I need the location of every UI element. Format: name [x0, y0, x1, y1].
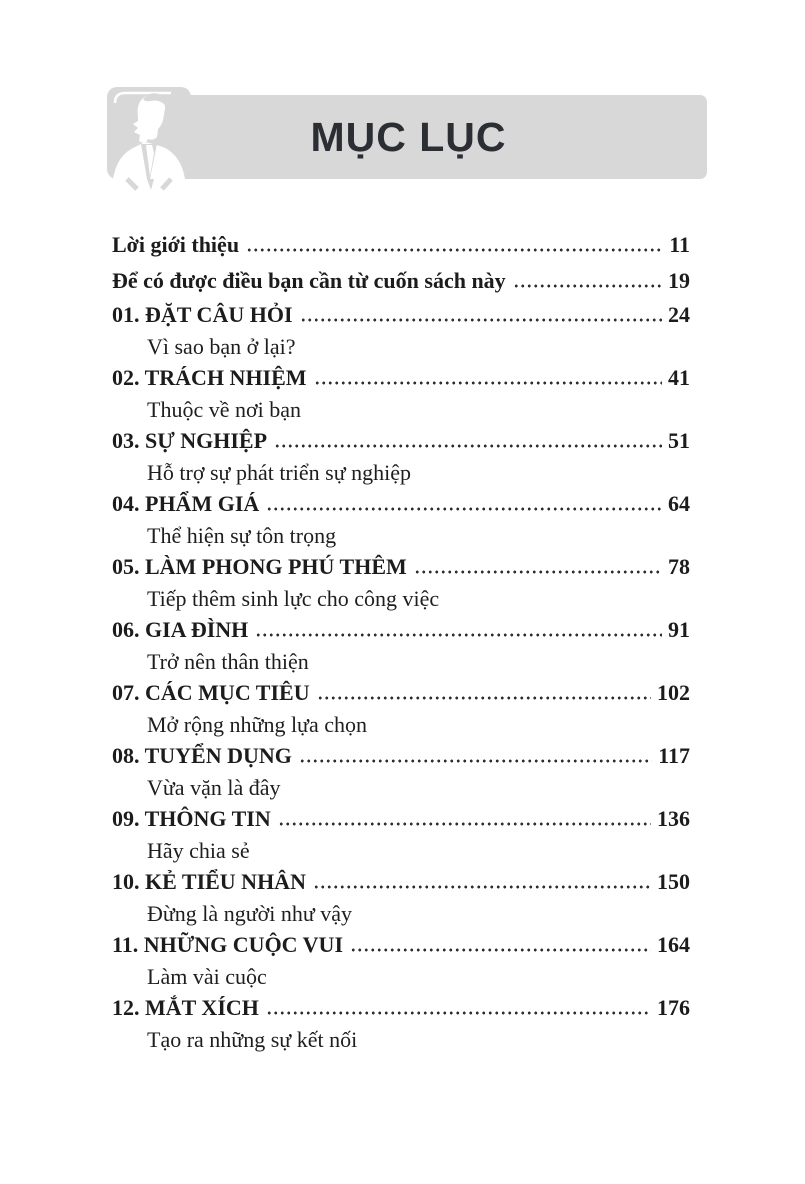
entry-page-number: 102	[657, 680, 690, 705]
gentleman-logo	[107, 87, 191, 193]
dot-leader	[255, 633, 662, 637]
entry-page-number: 24	[668, 302, 690, 327]
entry-subtitle: Hỗ trợ sự phát triển sự nghiệp	[147, 460, 411, 485]
toc-entry	[112, 929, 690, 992]
toc-entry	[112, 677, 690, 740]
dot-leader	[414, 570, 662, 574]
entry-subtitle: Vì sao bạn ở lại?	[147, 334, 296, 359]
dot-leader	[313, 885, 651, 889]
entry-title: 08. TUYỂN DỤNG	[112, 743, 292, 768]
entry-page-number: 41	[668, 365, 690, 390]
entry-title: 06. GIA ĐÌNH	[112, 617, 249, 642]
entry-page-number: 91	[668, 617, 690, 642]
entry-title: Lời giới thiệu	[112, 232, 240, 257]
toc-entry	[112, 866, 690, 929]
entry-subtitle: Thể hiện sự tôn trọng	[147, 523, 337, 548]
toc-entry	[112, 488, 690, 551]
entry-page-number: 136	[657, 806, 690, 831]
entry-title: 03. SỰ NGHIỆP	[112, 428, 268, 453]
toc-list	[112, 227, 690, 1055]
entry-page-number: 19	[668, 268, 690, 293]
entry-title: 07. CÁC MỤC TIÊU	[112, 680, 310, 705]
toc-entry	[112, 551, 690, 614]
entry-subtitle: Làm vài cuộc	[147, 964, 267, 989]
entry-subtitle: Hãy chia sẻ	[147, 838, 250, 863]
page-title: MỤC LỤC	[310, 114, 507, 160]
toc-entry	[112, 803, 690, 866]
entry-subtitle: Thuộc về nơi bạn	[147, 397, 301, 422]
entry-page-number: 117	[658, 743, 690, 768]
dot-leader	[317, 696, 651, 700]
toc-entry	[112, 227, 690, 263]
entry-title: Để có được điều bạn cần từ cuốn sách này	[112, 268, 506, 293]
toc-entry	[112, 263, 690, 299]
dot-leader	[278, 822, 651, 826]
toc-entry	[112, 740, 690, 803]
entry-page-number: 164	[657, 932, 690, 957]
dot-leader	[266, 1011, 651, 1015]
entry-subtitle: Đừng là người như vậy	[147, 901, 353, 926]
toc-entry	[112, 299, 690, 362]
entry-title: 05. LÀM PHONG PHÚ THÊM	[112, 554, 407, 579]
entry-subtitle: Trở nên thân thiện	[147, 649, 309, 674]
dot-leader	[266, 507, 662, 511]
entry-page-number: 78	[668, 554, 690, 579]
dot-leader	[299, 759, 652, 763]
dot-leader	[300, 318, 662, 322]
toc-entry	[112, 614, 690, 677]
dot-leader	[314, 381, 662, 385]
entry-subtitle: Vừa vặn là đây	[147, 775, 281, 800]
entry-title: 11. NHỮNG CUỘC VUI	[112, 932, 344, 957]
gentleman-profile-icon	[107, 87, 191, 193]
entry-subtitle: Mở rộng những lựa chọn	[147, 712, 368, 737]
dot-leader	[350, 948, 651, 952]
entry-subtitle: Tạo ra những sự kết nối	[147, 1027, 358, 1052]
dot-leader	[513, 284, 662, 288]
entry-title: 09. THÔNG TIN	[112, 806, 271, 831]
toc-entry	[112, 992, 690, 1055]
header-banner	[110, 95, 707, 179]
entry-page-number: 51	[668, 428, 690, 453]
entry-title: 12. MẮT XÍCH	[112, 995, 259, 1020]
entry-page-number: 176	[657, 995, 690, 1020]
entry-title: 04. PHẨM GIÁ	[112, 491, 260, 516]
toc-entry	[112, 425, 690, 488]
entry-subtitle: Tiếp thêm sinh lực cho công việc	[147, 586, 440, 611]
toc-entry	[112, 362, 690, 425]
entry-page-number: 64	[668, 491, 690, 516]
entry-title: 01. ĐẶT CÂU HỎI	[112, 302, 293, 327]
entry-title: 02. TRÁCH NHIỆM	[112, 365, 307, 390]
entry-page-number: 150	[657, 869, 690, 894]
dot-leader	[246, 248, 663, 252]
dot-leader	[274, 444, 662, 448]
entry-page-number: 11	[669, 232, 690, 257]
entry-title: 10. KẺ TIỂU NHÂN	[112, 869, 306, 894]
